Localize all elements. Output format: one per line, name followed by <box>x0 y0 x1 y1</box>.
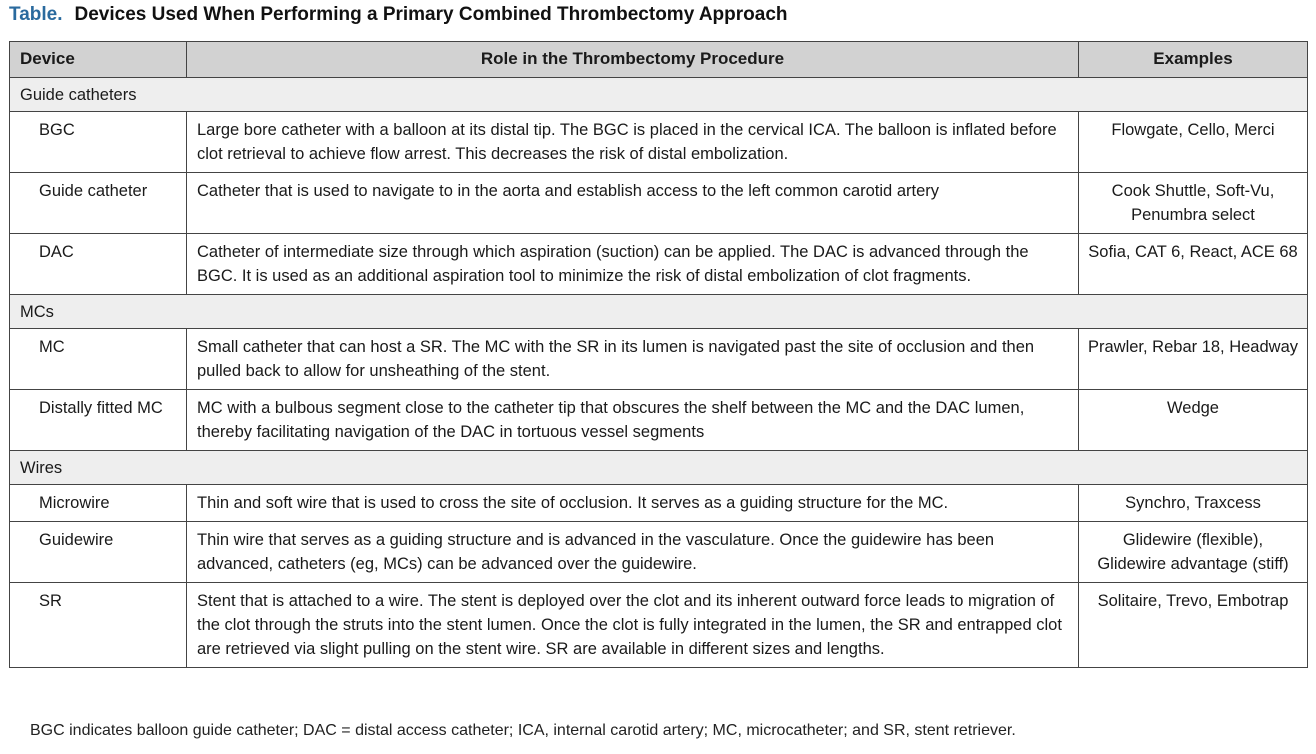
role-cell: Catheter that is used to navigate to in the aorta and establish access to the left common carotid artery <box>187 173 1079 234</box>
header-examples: Examples <box>1079 42 1308 78</box>
group-row <box>10 295 1308 329</box>
table-title <box>9 4 788 26</box>
examples-cell: Prawler, Rebar 18, Headway <box>1079 329 1308 390</box>
table-label: Table. <box>9 4 63 25</box>
group-row <box>10 78 1308 112</box>
header-role: Role in the Thrombectomy Procedure <box>187 42 1079 78</box>
group-label: Guide catheters <box>10 78 1308 112</box>
device-cell: MC <box>10 329 187 390</box>
devices-table <box>9 41 1308 668</box>
table-row <box>10 390 1308 451</box>
table-footnote: BGC indicates balloon guide catheter; DAC = distal access catheter; ICA, internal carotid artery; MC, microcatheter; and SR, stent retriever. <box>30 722 1016 739</box>
device-cell: Microwire <box>10 485 187 522</box>
table-header <box>10 42 1308 78</box>
device-cell: SR <box>10 583 187 668</box>
device-cell: DAC <box>10 234 187 295</box>
role-cell: Thin wire that serves as a guiding structure and is advanced in the vasculature. Once the guidewire has been advanced, catheters (eg, MCs) can be advanced over the guidewire. <box>187 522 1079 583</box>
header-device: Device <box>10 42 187 78</box>
examples-cell: Wedge <box>1079 390 1308 451</box>
role-cell: Thin and soft wire that is used to cross the site of occlusion. It serves as a guiding structure for the MC. <box>187 485 1079 522</box>
role-cell: Stent that is attached to a wire. The stent is deployed over the clot and its inherent outward force leads to migration of the clot through the struts into the stent lumen. Once the clot is fully integrated in the lumen, the SR and entrapped clot are retrieved via slight pulling on the stent wire. SR are available in different sizes and lengths. <box>187 583 1079 668</box>
examples-cell: Flowgate, Cello, Merci <box>1079 112 1308 173</box>
examples-cell: Glidewire (flexible), Glidewire advantage (stiff) <box>1079 522 1308 583</box>
device-cell: Distally fitted MC <box>10 390 187 451</box>
header-row <box>10 42 1308 78</box>
device-cell: Guidewire <box>10 522 187 583</box>
device-cell: Guide catheter <box>10 173 187 234</box>
table-row <box>10 522 1308 583</box>
role-cell: Catheter of intermediate size through which aspiration (suction) can be applied. The DAC is advanced through the BGC. It is used as an additional aspiration tool to minimize the risk of distal embolization of clot fragments. <box>187 234 1079 295</box>
group-label: MCs <box>10 295 1308 329</box>
examples-cell: Cook Shuttle, Soft-Vu, Penumbra select <box>1079 173 1308 234</box>
role-cell: Large bore catheter with a balloon at its distal tip. The BGC is placed in the cervical ICA. The balloon is inflated before clot retrieval to achieve flow arrest. This decreases the risk of distal embolization. <box>187 112 1079 173</box>
table-row <box>10 583 1308 668</box>
group-row <box>10 451 1308 485</box>
table-row <box>10 234 1308 295</box>
role-cell: Small catheter that can host a SR. The MC with the SR in its lumen is navigated past the site of occlusion and then pulled back to allow for unsheathing of the stent. <box>187 329 1079 390</box>
examples-cell: Synchro, Traxcess <box>1079 485 1308 522</box>
examples-cell: Solitaire, Trevo, Embotrap <box>1079 583 1308 668</box>
table-row <box>10 329 1308 390</box>
group-label: Wires <box>10 451 1308 485</box>
table-row <box>10 112 1308 173</box>
role-cell: MC with a bulbous segment close to the catheter tip that obscures the shelf between the MC and the DAC lumen, thereby facilitating navigation of the DAC in tortuous vessel segments <box>187 390 1079 451</box>
table-row <box>10 485 1308 522</box>
table-title-text: Devices Used When Performing a Primary Combined Thrombectomy Approach <box>74 4 788 25</box>
table-row <box>10 173 1308 234</box>
table-body <box>10 78 1308 668</box>
examples-cell: Sofia, CAT 6, React, ACE 68 <box>1079 234 1308 295</box>
device-cell: BGC <box>10 112 187 173</box>
